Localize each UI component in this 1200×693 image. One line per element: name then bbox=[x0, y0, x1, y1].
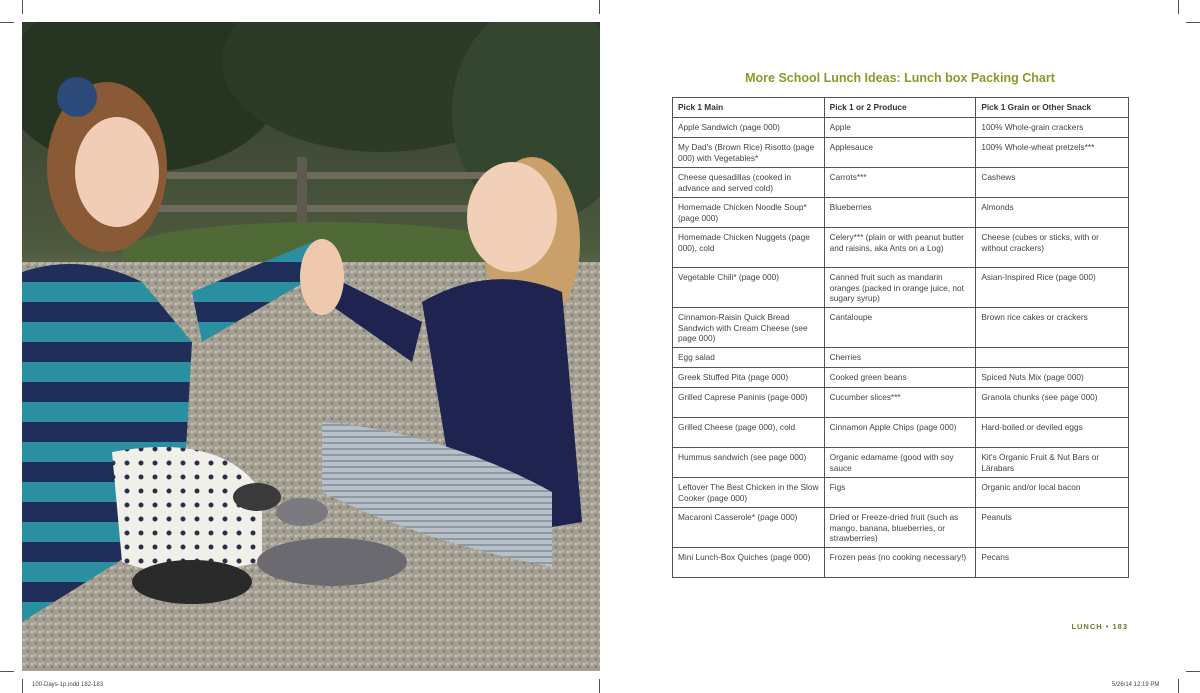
cell-produce: Cinnamon Apple Chips (page 000) bbox=[824, 418, 976, 448]
cell-snack bbox=[976, 348, 1129, 368]
table-row bbox=[673, 118, 1129, 138]
table-row bbox=[673, 138, 1129, 168]
crop-mark bbox=[599, 679, 600, 693]
chart-title: More School Lunch Ideas: Lunch box Packing Chart bbox=[745, 71, 1055, 85]
crop-mark bbox=[22, 0, 23, 14]
cell-produce: Apple bbox=[824, 118, 976, 138]
cell-snack: Spiced Nuts Mix (page 000) bbox=[976, 368, 1129, 388]
column-header-snack: Pick 1 Grain or Other Snack bbox=[976, 98, 1129, 118]
table-row bbox=[673, 308, 1129, 348]
table-row bbox=[673, 548, 1129, 578]
table-row bbox=[673, 198, 1129, 228]
cell-main: Vegetable Chili* (page 000) bbox=[673, 268, 825, 308]
cell-produce: Blueberries bbox=[824, 198, 976, 228]
cell-main: Homemade Chicken Noodle Soup* (page 000) bbox=[673, 198, 825, 228]
cell-produce: Frozen peas (no cooking necessary!) bbox=[824, 548, 976, 578]
cell-snack: 100% Whole-grain crackers bbox=[976, 118, 1129, 138]
table-row bbox=[673, 448, 1129, 478]
table-row bbox=[673, 168, 1129, 198]
cell-main: My Dad's (Brown Rice) Risotto (page 000) with Vegetables* bbox=[673, 138, 825, 168]
crop-mark bbox=[599, 0, 600, 14]
cell-produce: Organic edamame (good with soy sauce bbox=[824, 448, 976, 478]
lunch-packing-chart bbox=[672, 97, 1129, 578]
cell-produce: Dried or Freeze-dried fruit (such as mango, banana, blueberries, or strawberries) bbox=[824, 508, 976, 548]
cell-snack: Cheese (cubes or sticks, with or without crackers) bbox=[976, 228, 1129, 268]
crop-mark bbox=[1186, 671, 1200, 672]
cell-produce: Carrots*** bbox=[824, 168, 976, 198]
table-row bbox=[673, 268, 1129, 308]
cell-produce: Applesauce bbox=[824, 138, 976, 168]
cell-main: Cinnamon-Raisin Quick Bread Sandwich with Cream Cheese (see page 000) bbox=[673, 308, 825, 348]
table-row bbox=[673, 228, 1129, 268]
cell-main: Apple Sandwich (page 000) bbox=[673, 118, 825, 138]
cell-main: Homemade Chicken Nuggets (page 000), cold bbox=[673, 228, 825, 268]
cell-produce: Cucumber slices*** bbox=[824, 388, 976, 418]
cell-main: Cheese quesadillas (cooked in advance and served cold) bbox=[673, 168, 825, 198]
slug-timestamp: 5/26/14 12:19 PM bbox=[1112, 682, 1160, 688]
table-header-row bbox=[673, 98, 1129, 118]
column-header-produce: Pick 1 or 2 Produce bbox=[824, 98, 976, 118]
cell-produce: Cherries bbox=[824, 348, 976, 368]
cell-produce: Celery*** (plain or with peanut butter and raisins, aka Ants on a Log) bbox=[824, 228, 976, 268]
cell-snack: Peanuts bbox=[976, 508, 1129, 548]
cell-snack: Granola chunks (see page 000) bbox=[976, 388, 1129, 418]
table-row bbox=[673, 388, 1129, 418]
cell-snack: Organic and/or local bacon bbox=[976, 478, 1129, 508]
crop-mark bbox=[0, 22, 14, 23]
column-header-main: Pick 1 Main bbox=[673, 98, 825, 118]
table-row bbox=[673, 508, 1129, 548]
cell-main: Grilled Cheese (page 000), cold bbox=[673, 418, 825, 448]
cell-snack: Asian-Inspired Rice (page 000) bbox=[976, 268, 1129, 308]
slug-file-info: 100-Days-1p.indd 182-183 bbox=[32, 682, 104, 688]
table-row bbox=[673, 368, 1129, 388]
cell-snack: Pecans bbox=[976, 548, 1129, 578]
cell-main: Hummus sandwich (see page 000) bbox=[673, 448, 825, 478]
cell-main: Mini Lunch-Box Quiches (page 000) bbox=[673, 548, 825, 578]
cell-produce: Canned fruit such as mandarin oranges (packed in orange juice, not sugary syrup) bbox=[824, 268, 976, 308]
cell-snack: Cashews bbox=[976, 168, 1129, 198]
photo-girls-clapping bbox=[22, 22, 600, 671]
cell-snack: 100% Whole-wheat pretzels*** bbox=[976, 138, 1129, 168]
crop-mark bbox=[22, 679, 23, 693]
cell-produce: Cantaloupe bbox=[824, 308, 976, 348]
cell-produce: Figs bbox=[824, 478, 976, 508]
cell-snack: Kit's Organic Fruit & Nut Bars or Lärabars bbox=[976, 448, 1129, 478]
table-row bbox=[673, 418, 1129, 448]
cell-main: Egg salad bbox=[673, 348, 825, 368]
crop-mark bbox=[1186, 22, 1200, 23]
crop-mark bbox=[1178, 0, 1179, 14]
page-folio: LUNCH • 183 bbox=[1071, 622, 1128, 631]
crop-mark bbox=[1178, 679, 1179, 693]
cell-snack: Almonds bbox=[976, 198, 1129, 228]
cell-main: Leftover The Best Chicken in the Slow Cooker (page 000) bbox=[673, 478, 825, 508]
cell-main: Macaroni Casserole* (page 000) bbox=[673, 508, 825, 548]
table-body bbox=[673, 118, 1129, 578]
cell-main: Grilled Caprese Paninis (page 000) bbox=[673, 388, 825, 418]
cell-main: Greek Stuffed Pita (page 000) bbox=[673, 368, 825, 388]
cell-snack: Brown rice cakes or crackers bbox=[976, 308, 1129, 348]
cell-snack: Hard-boiled or deviled eggs bbox=[976, 418, 1129, 448]
cell-produce: Cooked green beans bbox=[824, 368, 976, 388]
table-row bbox=[673, 348, 1129, 368]
table-row bbox=[673, 478, 1129, 508]
crop-mark bbox=[0, 671, 14, 672]
